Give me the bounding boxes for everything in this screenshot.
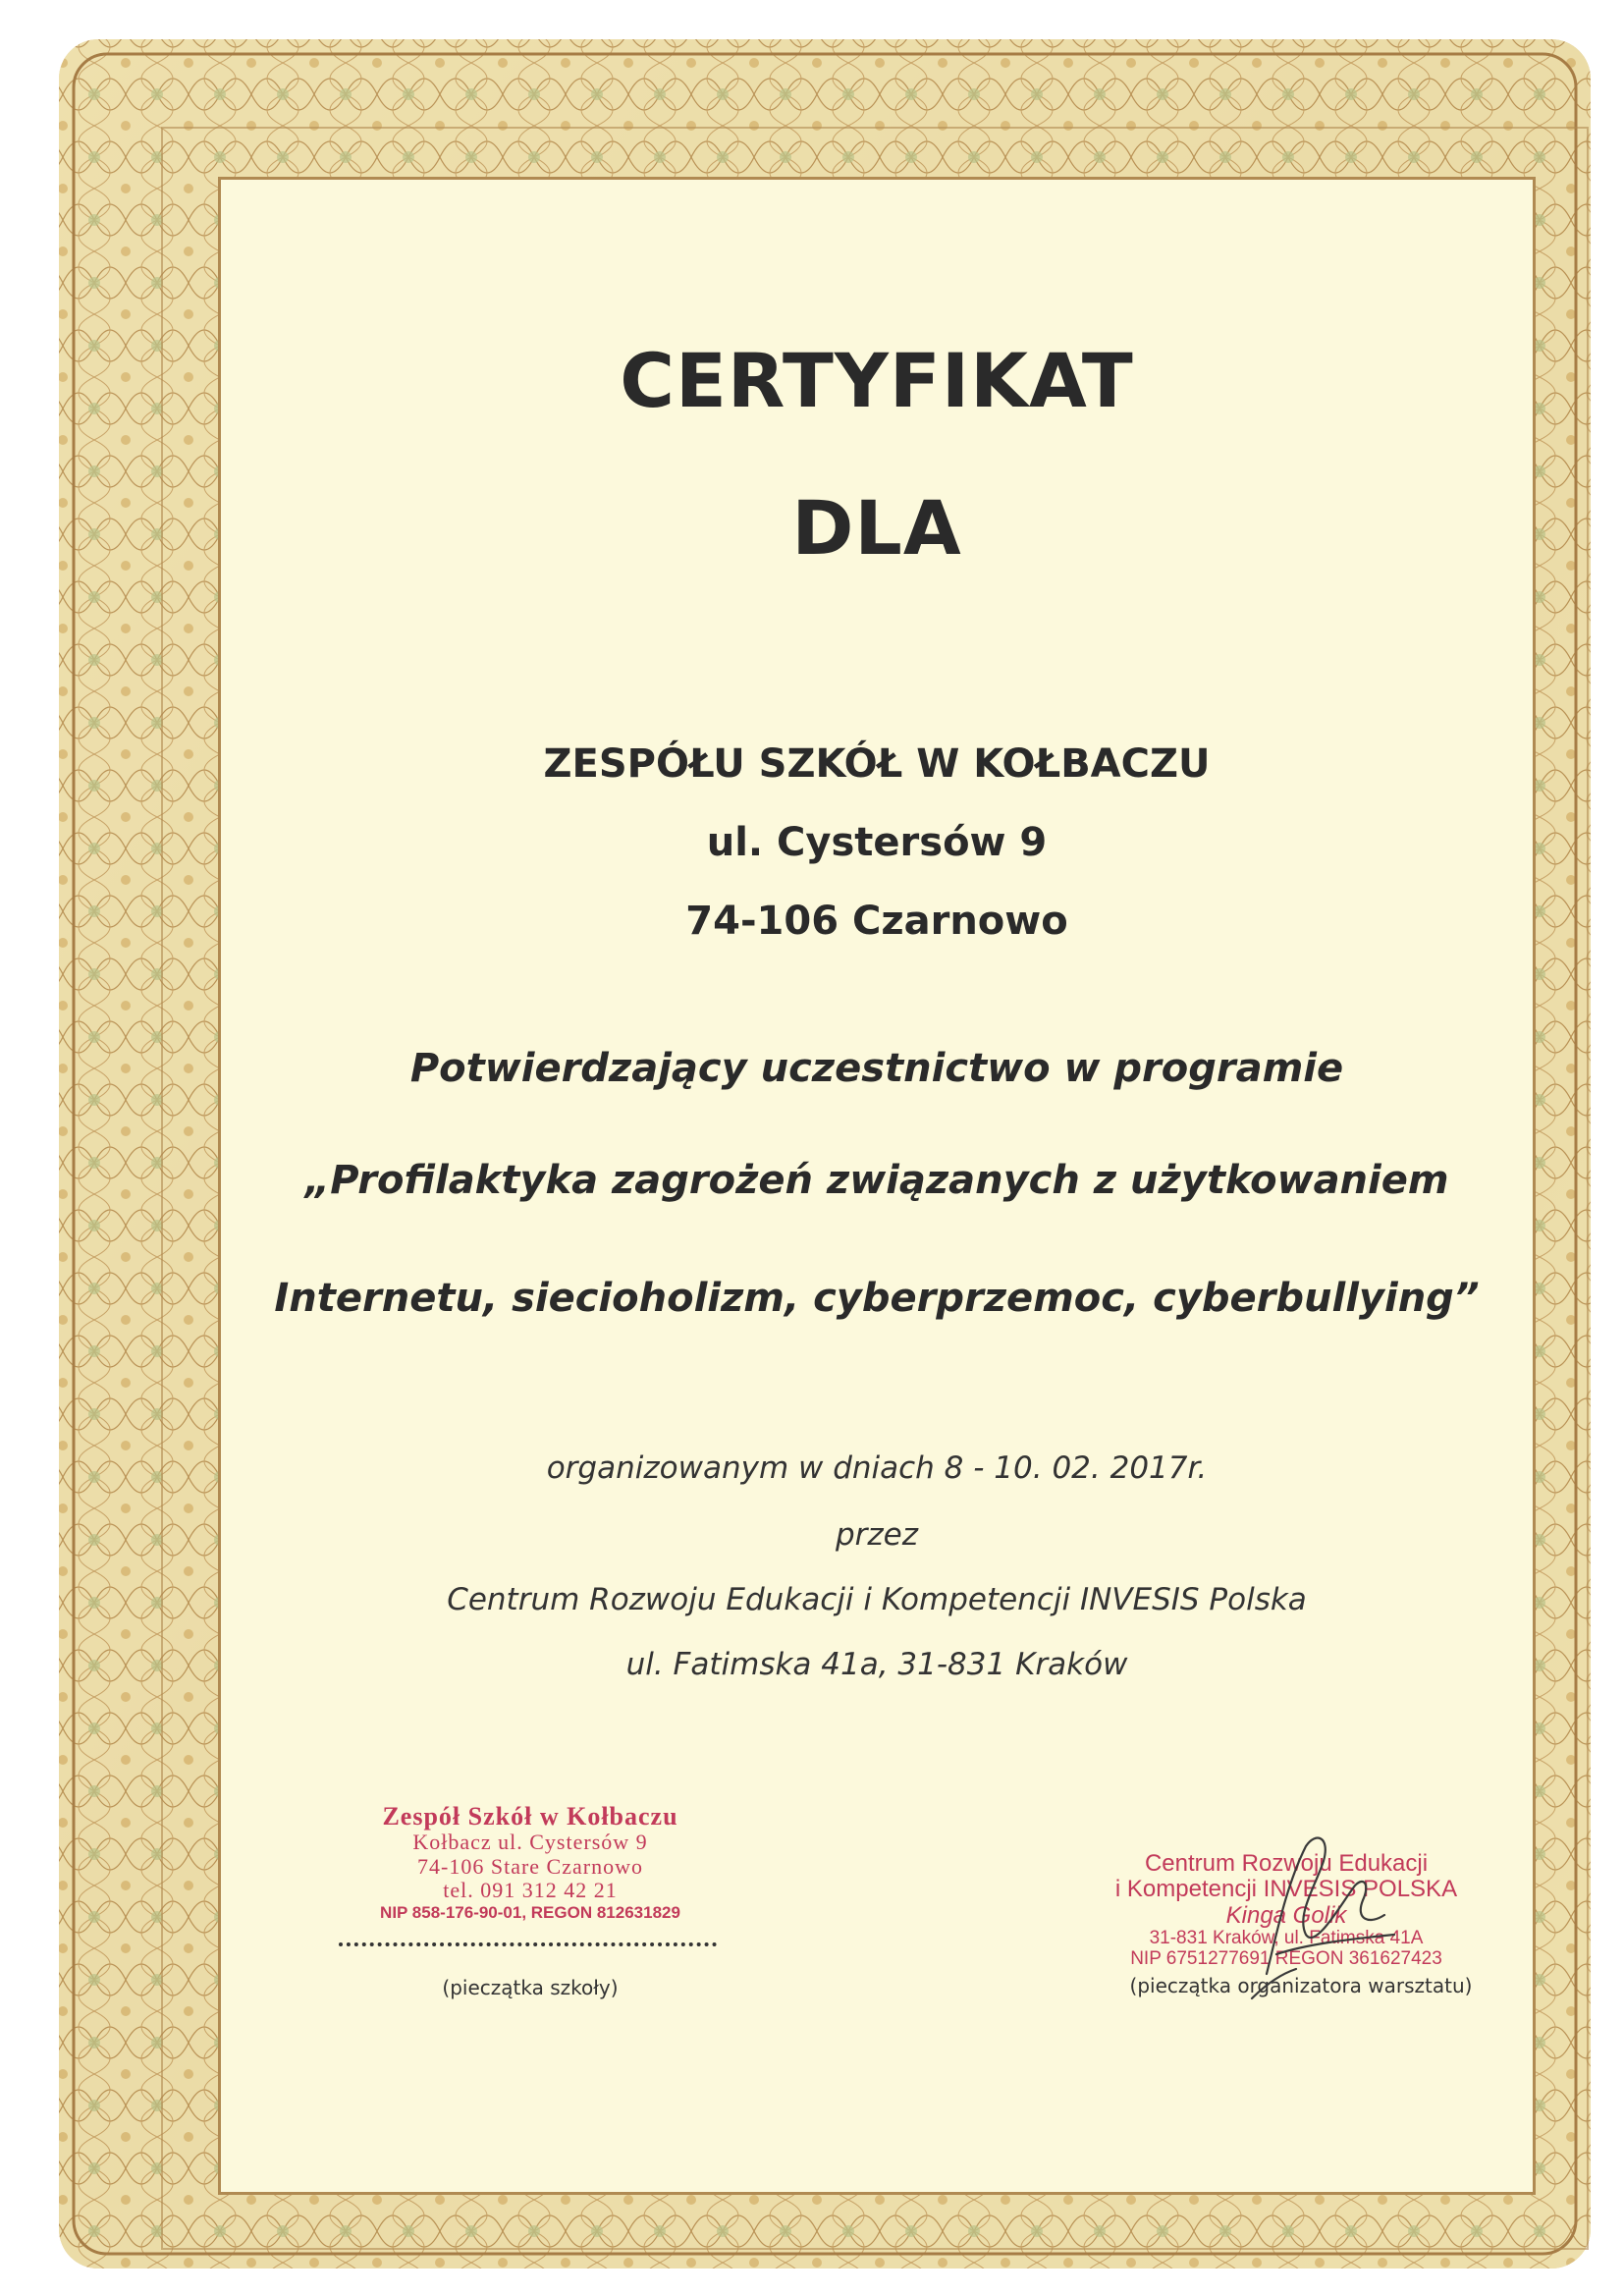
organizer-name: Centrum Rozwoju Edukacji i Kompetencji INVESIS Polska [447, 1582, 1307, 1617]
organizer-stamp-caption: (pieczątka organizatora warsztatu) [1129, 1974, 1473, 1997]
program-title-line2: Internetu, siecioholizm, cyberprzemoc, cyberbullying” [274, 1276, 1480, 1321]
certificate-title: CERTYFIKAT [620, 337, 1134, 424]
event-dates: organizowanym w dniach 8 - 10. 02. 2017r. [546, 1450, 1208, 1486]
school-stamp-line2: Kołbacz ul. Cystersów 9 [412, 1830, 648, 1855]
organizer-stamp-line5: NIP 6751277691 REGON 361627423 [1130, 1948, 1442, 1970]
program-title-line1: „Profilaktyka zagrożeń związanych z użytkowaniem [304, 1158, 1449, 1203]
handwritten-signature [1159, 1827, 1453, 2013]
organizer-address: ul. Fatimska 41a, 31-831 Kraków [625, 1647, 1128, 1682]
school-stamp-caption: (pieczątka szkoły) [442, 1976, 619, 1999]
school-stamp-line5: NIP 858-176-90-01, REGON 812631829 [380, 1902, 680, 1922]
school-city: 74-106 Czarnowo [685, 899, 1068, 944]
program-intro: Potwierdzający uczestnictwo w programie [409, 1046, 1344, 1091]
certificate-subtitle: DLA [791, 484, 962, 572]
school-stamp-dotted-line [339, 1942, 717, 1946]
school-stamp-line3: 74-106 Stare Czarnowo [417, 1853, 643, 1879]
event-by: przez [835, 1517, 919, 1553]
organizer-stamp-line2: i Kompetencji INVESIS POLSKA [1114, 1876, 1458, 1903]
school-stamp-line1: Zespół Szkół w Kołbaczu [382, 1802, 678, 1831]
organizer-stamp-line1: Centrum Rozwoju Edukacji [1144, 1850, 1429, 1877]
organizer-stamp-line4: 31-831 Kraków, ul. Fatimska 41A [1149, 1928, 1424, 1949]
organizer-stamp-line3: Kinga Golik [1225, 1901, 1347, 1929]
school-street: ul. Cystersów 9 [706, 820, 1048, 865]
school-stamp-line4: tel. 091 312 42 21 [443, 1878, 618, 1903]
school-name: ZESPÓŁU SZKÓŁ W KOŁBACZU [543, 741, 1211, 787]
school-stamp [334, 1802, 727, 1922]
